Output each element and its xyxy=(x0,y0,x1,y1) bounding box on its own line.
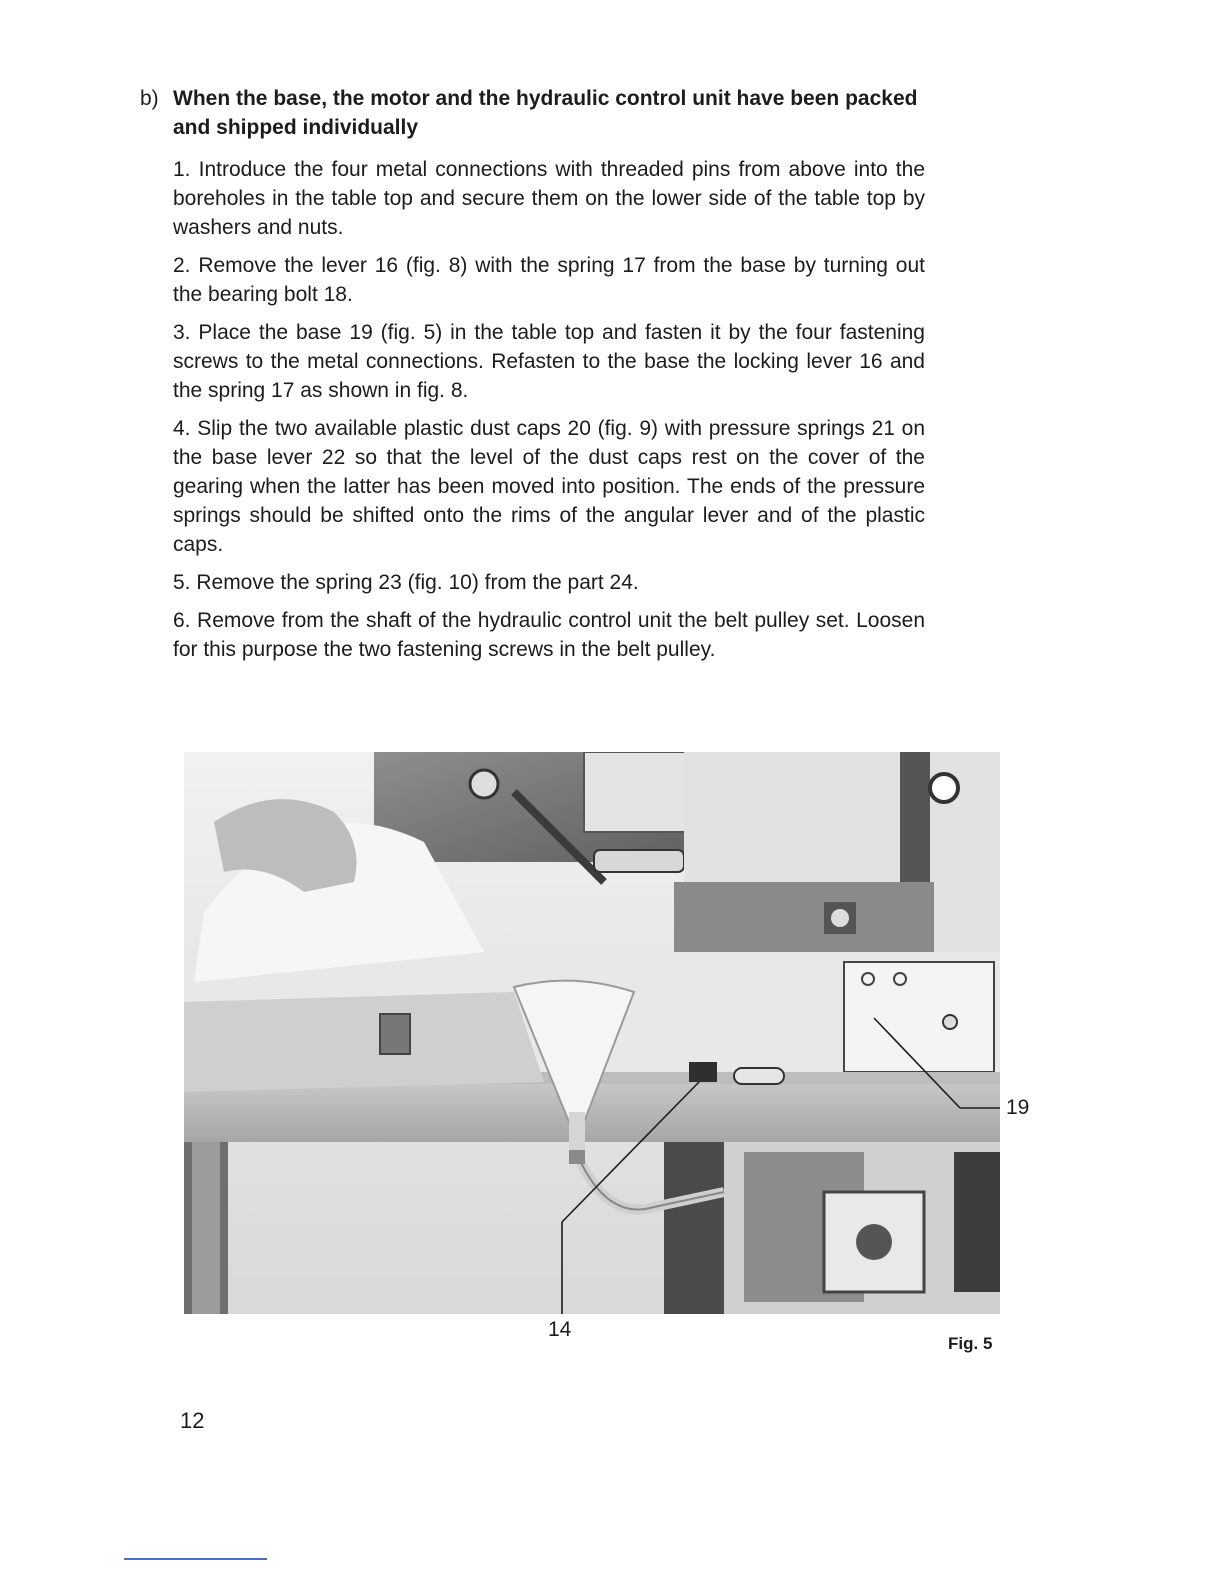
instruction-steps xyxy=(173,155,925,673)
step-3: 3. Place the base 19 (fig. 5) in the table top and fasten it by the four fastening screws to the metal connections. Refasten to the base the locking lever 16 and the spring 17 as shown in fig. 8. xyxy=(173,321,925,402)
callout-14: 14 xyxy=(548,1318,572,1341)
step-2: 2. Remove the lever 16 (fig. 8) with the spring 17 from the base by turning out the bearing bolt 18. xyxy=(173,254,925,306)
step-4: 4. Slip the two available plastic dust caps 20 (fig. 9) with pressure springs 21 on the base lever 22 so that the level of the dust caps rest on the cover of the gearing when the latter has been moved into position. The ends of the pressure springs should be shifted onto the rims of the angular lever and of the plastic caps. xyxy=(173,417,925,556)
step-6: 6. Remove from the shaft of the hydraulic control unit the belt pulley set. Loosen for this purpose the two fastening screws in the belt pulley. xyxy=(173,609,925,661)
figure-photo xyxy=(184,752,1000,1314)
step-5: 5. Remove the spring 23 (fig. 10) from the part 24. xyxy=(173,571,639,594)
figure-label: Fig. 5 xyxy=(948,1334,993,1353)
section-marker: b) xyxy=(140,87,159,110)
arm xyxy=(184,992,544,1092)
section-heading-text: When the base, the motor and the hydraulic control unit have been packed and shipped individually xyxy=(173,87,918,139)
callout-19: 19 xyxy=(1006,1096,1030,1119)
step-1: 1. Introduce the four metal connections with threaded pins from above into the boreholes in the table top and secure them on the lower side of the table top by washers and nuts. xyxy=(173,158,925,239)
page-number: 12 xyxy=(180,1408,205,1433)
footnote-rule xyxy=(124,1558,267,1560)
base-plate xyxy=(844,962,994,1072)
oil-filler-opening xyxy=(689,1062,717,1082)
machine-photo xyxy=(184,752,1000,1314)
section-heading xyxy=(140,84,930,142)
